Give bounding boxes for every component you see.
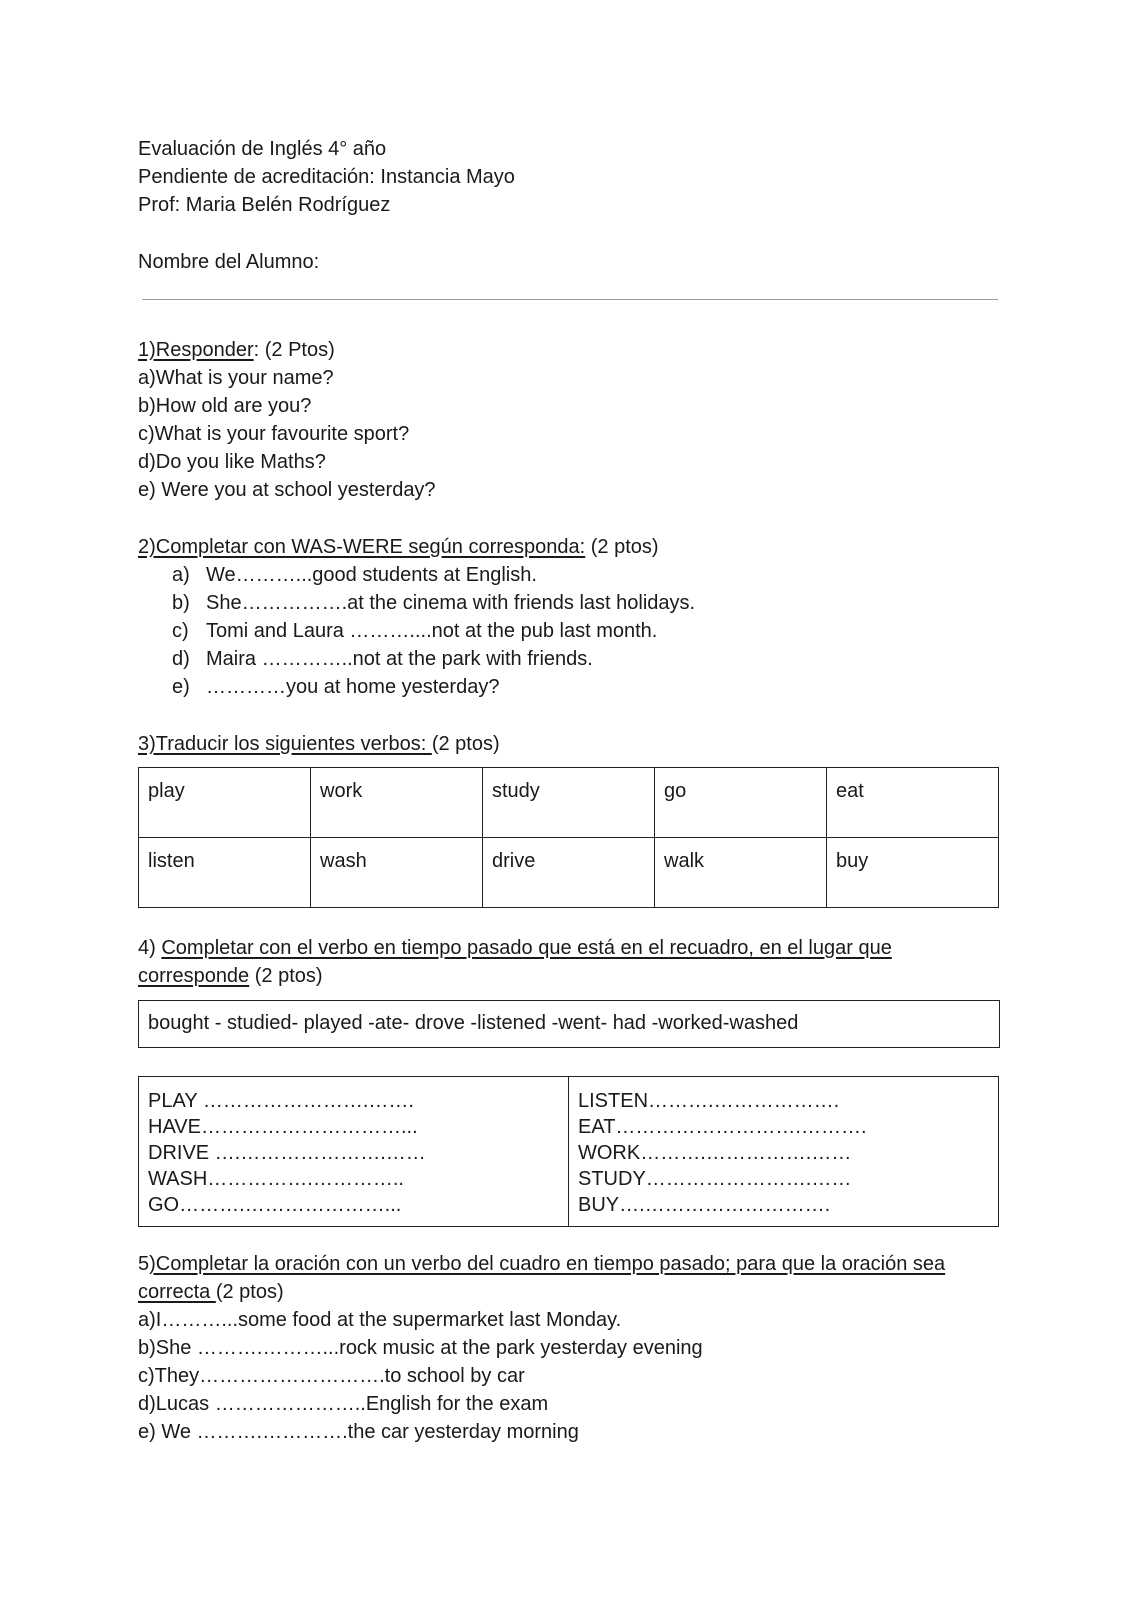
q1-item-d: d)Do you like Maths? — [138, 451, 326, 473]
q2-item-c: c) Tomi and Laura ………....not at the pub last month. — [172, 620, 658, 642]
q5-item-d: d)Lucas …………………..English for the exam — [138, 1393, 549, 1415]
q2-item-b: b) She…………….at the cinema with friends last holidays. — [172, 592, 696, 614]
verb-translation-table — [138, 767, 999, 908]
verb-cell: walk — [655, 838, 827, 908]
table-row — [139, 838, 999, 908]
q1-item-e: e) Were you at school yesterday? — [138, 479, 436, 501]
q5-item-e: e) We ……….………….the car yesterday morning — [138, 1421, 579, 1443]
q1-item-b: b)How old are you? — [138, 395, 312, 417]
past-item-buy: BUY….………………………. — [578, 1194, 831, 1216]
table-row — [139, 1077, 999, 1227]
verb-cell: study — [483, 768, 655, 838]
q4-heading-line2: corresponde (2 ptos) — [138, 965, 323, 987]
exam-subtitle: Pendiente de acreditación: Instancia Mayo — [138, 166, 515, 188]
teacher-name: Prof: Maria Belén Rodríguez — [138, 194, 391, 216]
past-tense-left-column — [139, 1077, 569, 1227]
verb-cell: work — [311, 768, 483, 838]
q4-heading-line1: 4) Completar con el verbo en tiempo pasado que está en el recuadro, en el lugar que — [138, 937, 892, 959]
q2-item-e: e) …………you at home yesterday? — [172, 676, 500, 698]
word-bank-box — [138, 1000, 1000, 1048]
student-name-label: Nombre del Alumno: — [138, 251, 320, 273]
q2-heading: 2)Completar con WAS-WERE según corresponda: (2 ptos) — [138, 536, 659, 558]
q1-item-a: a)What is your name? — [138, 367, 334, 389]
past-item-drive: DRIVE ….………………….…… — [148, 1142, 426, 1164]
q5-item-b: b)She ……….………...rock music at the park yesterday evening — [138, 1337, 703, 1359]
verb-cell: drive — [483, 838, 655, 908]
q2-item-d: d) Maira …………..not at the park with friends. — [172, 648, 593, 670]
q1-item-c: c)What is your favourite sport? — [138, 423, 410, 445]
q5-heading-line1: 5)Completar la oración con un verbo del cuadro en tiempo pasado; para que la oración sea — [138, 1253, 946, 1275]
verb-cell: wash — [311, 838, 483, 908]
past-item-work: WORK……….…………….…… — [578, 1142, 852, 1164]
past-item-play: PLAY …………………….……. — [148, 1090, 414, 1112]
student-name-line[interactable] — [142, 299, 998, 300]
verb-cell: buy — [827, 838, 999, 908]
q5-heading-line2: correcta (2 ptos) — [138, 1281, 284, 1303]
table-row — [139, 1001, 1000, 1048]
past-tense-table — [138, 1076, 999, 1227]
verb-cell: eat — [827, 768, 999, 838]
past-item-study: STUDY…………………….…… — [578, 1168, 852, 1190]
q3-heading: 3)Traducir los siguientes verbos: (2 ptos) — [138, 733, 500, 755]
past-tense-right-column — [569, 1077, 999, 1227]
past-item-eat: EAT……………………….………. — [578, 1116, 867, 1138]
past-item-go: GO……….…………………... — [148, 1194, 402, 1216]
q1-heading: 1)Responder: (2 Ptos) — [138, 339, 335, 361]
past-item-listen: LISTEN……….………………. — [578, 1090, 840, 1112]
q5-item-a: a)I………...some food at the supermarket last Monday. — [138, 1309, 622, 1331]
table-row — [139, 768, 999, 838]
q5-item-c: c)They……………………….to school by car — [138, 1365, 525, 1387]
exam-title: Evaluación de Inglés 4° año — [138, 138, 387, 160]
word-bank-text: bought - studied- played -ate- drove -listened -went- had -worked-washed — [139, 1001, 1000, 1048]
verb-cell: listen — [139, 838, 311, 908]
past-item-have: HAVE…………………………... — [148, 1116, 418, 1138]
past-item-wash: WASH…………….………….. — [148, 1168, 404, 1190]
q2-item-a: a) We………...good students at English. — [172, 564, 537, 586]
verb-cell: go — [655, 768, 827, 838]
verb-cell: play — [139, 768, 311, 838]
